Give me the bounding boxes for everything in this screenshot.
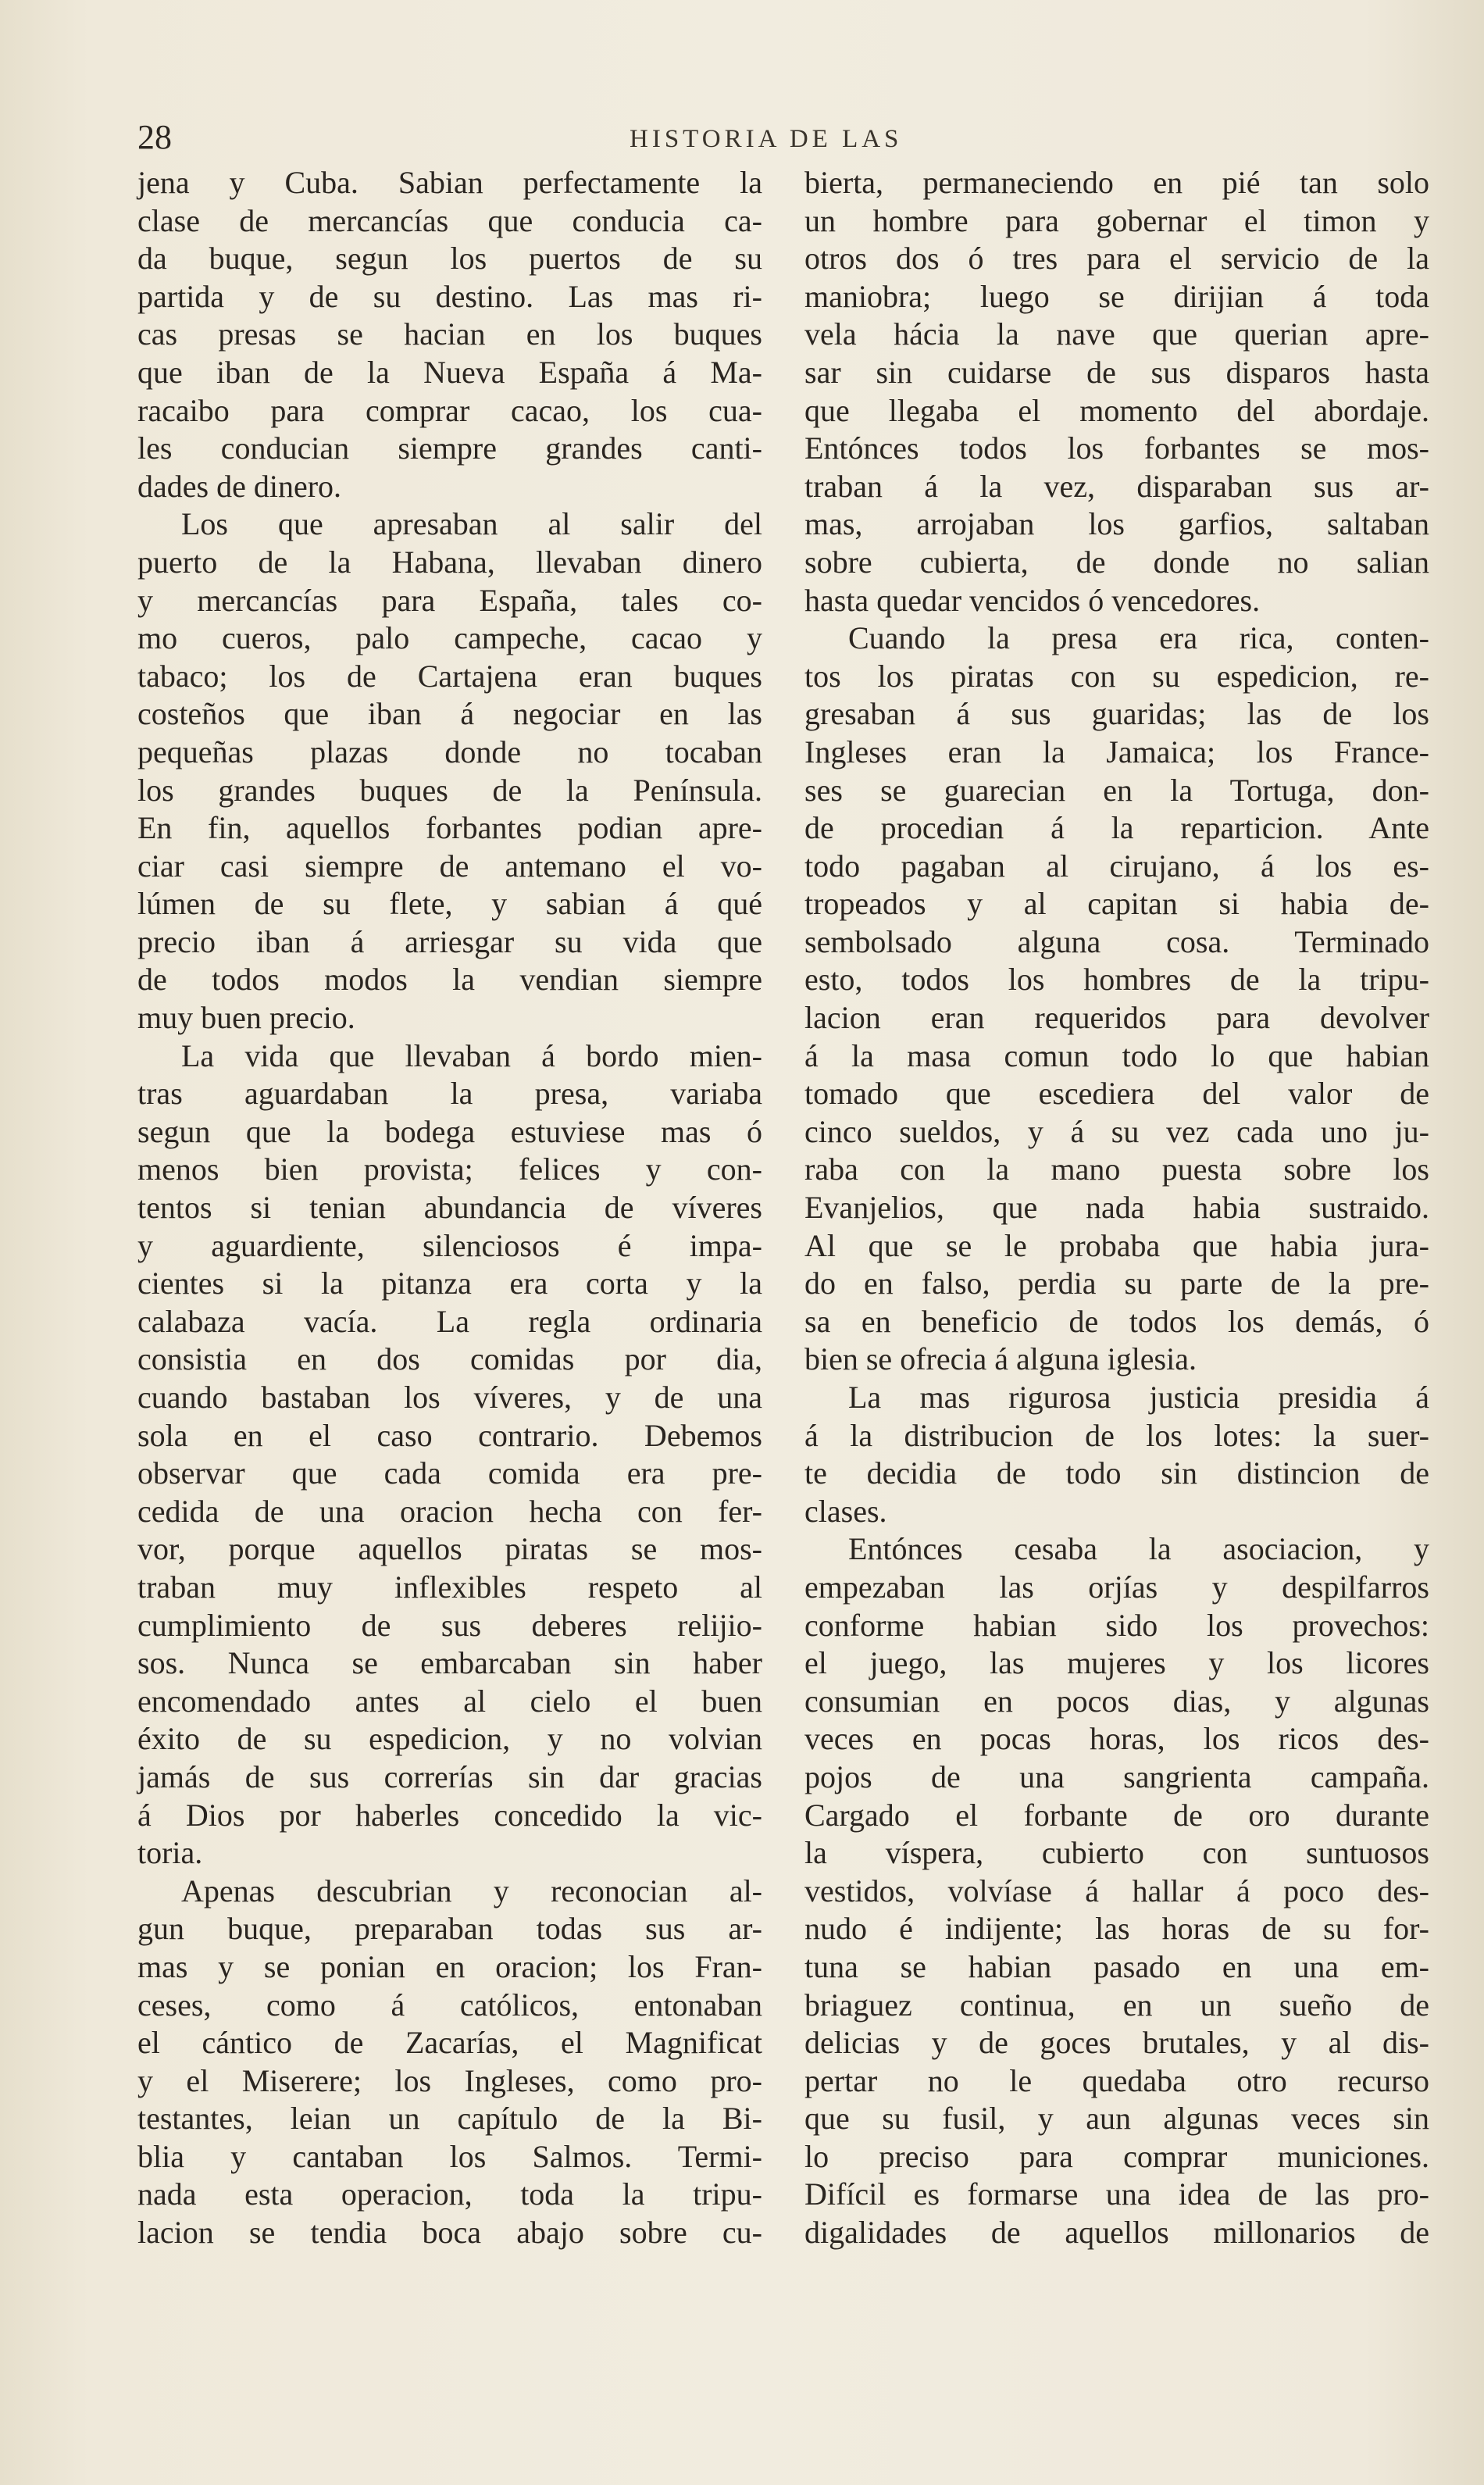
text-line: de procedian á la reparticion. Ante	[804, 810, 1429, 846]
text-line: nada esta operacion, toda la tripu-	[137, 2176, 762, 2212]
text-line: te decidia de todo sin distincion de	[804, 1455, 1429, 1491]
text-line: traban muy inflexibles respeto al	[137, 1569, 762, 1605]
text-line: á la distribucion de los lotes: la suer-	[804, 1417, 1429, 1453]
text-line: jena y Cuba. Sabian perfectamente la	[137, 165, 762, 200]
text-line: Cargado el forbante de oro durante	[804, 1797, 1429, 1833]
text-line: En fin, aquellos forbantes podian apre-	[137, 810, 762, 846]
text-line: tabaco; los de Cartajena eran buques	[137, 658, 762, 694]
text-line: briaguez continua, en un sueño de	[804, 1987, 1429, 2023]
page-header	[137, 117, 1437, 164]
text-line: tentos si tenian abundancia de víveres	[137, 1190, 762, 1226]
text-line: lo preciso para comprar municiones.	[804, 2138, 1429, 2174]
text-line: bierta, permaneciendo en pié tan solo	[804, 165, 1429, 200]
text-line: La mas rigurosa justicia presidia á	[848, 1380, 1429, 1415]
text-line: sar sin cuidarse de sus disparos hasta	[804, 354, 1429, 390]
text-line: consumian en pocos dias, y algunas	[804, 1683, 1429, 1719]
text-line: Entónces todos los forbantes se mos-	[804, 430, 1429, 466]
text-line: todo pagaban al cirujano, á los es-	[804, 848, 1429, 884]
text-line: La vida que llevaban á bordo mien-	[181, 1037, 762, 1073]
text-line: calabaza vacía. La regla ordinaria	[137, 1303, 762, 1339]
text-line: que llegaba el momento del abordaje.	[804, 392, 1429, 428]
text-line: observar que cada comida era pre-	[137, 1455, 762, 1491]
text-line: Entónces cesaba la asociacion, y	[848, 1531, 1429, 1567]
text-line: ceses, como á católicos, entonaban	[137, 1987, 762, 2023]
text-line: da buque, segun los puertos de su	[137, 241, 762, 277]
text-line: testantes, leian un capítulo de la Bi-	[137, 2101, 762, 2137]
text-line: veces en pocas horas, los ricos des-	[804, 1721, 1429, 1757]
text-line: costeños que iban á negociar en las	[137, 696, 762, 732]
text-line: racaibo para comprar cacao, los cua-	[137, 392, 762, 428]
text-line: Evanjelios, que nada habia sustraido.	[804, 1190, 1429, 1226]
text-line: tos los piratas con su espedicion, re-	[804, 658, 1429, 694]
text-line: mas y se ponian en oracion; los Fran-	[137, 1948, 762, 1984]
text-line: tras aguardaban la presa, variaba	[137, 1076, 762, 1112]
text-line: clase de mercancías que conducia ca-	[137, 202, 762, 238]
text-line: muy buen precio.	[137, 1000, 355, 1036]
text-line: gresaban á sus guaridas; las de los	[804, 696, 1429, 732]
text-line: hasta quedar vencidos ó vencedores.	[804, 582, 1261, 618]
text-line: el cántico de Zacarías, el Magnificat	[137, 2025, 762, 2061]
text-line: vor, porque aquellos piratas se mos-	[137, 1531, 762, 1567]
text-line: sobre cubierta, de donde no salian	[804, 544, 1429, 580]
text-line: mo cueros, palo campeche, cacao y	[137, 620, 762, 656]
text-line: esto, todos los hombres de la tripu-	[804, 962, 1429, 998]
text-line: la víspera, cubierto con suntuosos	[804, 1835, 1429, 1871]
text-line: bien se ofrecia á alguna iglesia.	[804, 1341, 1197, 1377]
text-column-left	[137, 164, 762, 2252]
text-line: pertar no le quedaba otro recurso	[804, 2062, 1429, 2098]
text-line: ciar casi siempre de antemano el vo-	[137, 848, 762, 884]
text-line: gun buque, preparaban todas sus ar-	[137, 1911, 762, 1947]
text-line: Apenas descubrian y reconocian al-	[181, 1873, 762, 1908]
text-line: cientes si la pitanza era corta y la	[137, 1266, 762, 1301]
text-line: raba con la mano puesta sobre los	[804, 1151, 1429, 1187]
text-line: sa en beneficio de todos los demás, ó	[804, 1303, 1429, 1339]
text-line: segun que la bodega estuviese mas ó	[137, 1113, 762, 1149]
text-line: clases.	[804, 1493, 887, 1529]
text-line: cumplimiento de sus deberes relijio-	[137, 1607, 762, 1643]
text-line: cuando bastaban los víveres, y de una	[137, 1380, 762, 1415]
text-line: Los que apresaban al salir del	[181, 506, 762, 542]
text-line: nudo é indijente; las horas de su for-	[804, 1911, 1429, 1947]
text-line: dades de dinero.	[137, 468, 342, 504]
text-line: conforme habian sido los provechos:	[804, 1607, 1429, 1643]
text-line: consistia en dos comidas por dia,	[137, 1341, 762, 1377]
text-line: y aguardiente, silenciosos é impa-	[137, 1227, 762, 1263]
text-line: lúmen de su flete, y sabian á qué	[137, 886, 762, 922]
text-line: éxito de su espedicion, y no volvian	[137, 1721, 762, 1757]
text-line: sola en el caso contrario. Debemos	[137, 1417, 762, 1453]
text-line: cas presas se hacian en los buques	[137, 316, 762, 352]
text-line: un hombre para gobernar el timon y	[804, 202, 1429, 238]
text-line: menos bien provista; felices y con-	[137, 1151, 762, 1187]
text-line: otros dos ó tres para el servicio de la	[804, 241, 1429, 277]
text-line: lacion eran requeridos para devolver	[804, 1000, 1429, 1036]
text-line: cedida de una oracion hecha con fer-	[137, 1493, 762, 1529]
text-line: el juego, las mujeres y los licores	[804, 1645, 1429, 1681]
text-line: Al que se le probaba que habia jura-	[804, 1227, 1429, 1263]
text-line: do en falso, perdia su parte de la pre-	[804, 1266, 1429, 1301]
text-line: tropeados y al capitan si habia de-	[804, 886, 1429, 922]
text-line: traban á la vez, disparaban sus ar-	[804, 468, 1429, 504]
text-line: empezaban las orjías y despilfarros	[804, 1569, 1429, 1605]
text-line: que iban de la Nueva España á Ma-	[137, 354, 762, 390]
text-line: sos. Nunca se embarcaban sin haber	[137, 1645, 762, 1681]
text-line: y el Miserere; los Ingleses, como pro-	[137, 2062, 762, 2098]
text-line: de todos modos la vendian siempre	[137, 962, 762, 998]
text-line: tuna se habian pasado en una em-	[804, 1948, 1429, 1984]
text-line: delicias y de goces brutales, y al dis-	[804, 2025, 1429, 2061]
text-line: Difícil es formarse una idea de las pro-	[804, 2176, 1429, 2212]
text-line: sembolsado alguna cosa. Terminado	[804, 923, 1429, 959]
text-line: encomendado antes al cielo el buen	[137, 1683, 762, 1719]
text-column-right	[804, 164, 1429, 2252]
text-line: puerto de la Habana, llevaban dinero	[137, 544, 762, 580]
text-line: lacion se tendia boca abajo sobre cu-	[137, 2215, 762, 2251]
text-line: que su fusil, y aun algunas veces sin	[804, 2101, 1429, 2137]
text-line: les conducian siempre grandes canti-	[137, 430, 762, 466]
text-line: pojos de una sangrienta campaña.	[804, 1758, 1429, 1794]
text-line: blia y cantaban los Salmos. Termi-	[137, 2138, 762, 2174]
text-line: y mercancías para España, tales co-	[137, 582, 762, 618]
text-line: vela hácia la nave que querian apre-	[804, 316, 1429, 352]
text-line: cinco sueldos, y á su vez cada uno ju-	[804, 1113, 1429, 1149]
text-line: tomado que escediera del valor de	[804, 1076, 1429, 1112]
text-line: jamás de sus correrías sin dar gracias	[137, 1758, 762, 1794]
text-line: pequeñas plazas donde no tocaban	[137, 734, 762, 769]
text-line: toria.	[137, 1835, 203, 1871]
running-head: HISTORIA DE LAS	[630, 125, 903, 153]
text-line: maniobra; luego se dirijian á toda	[804, 278, 1429, 314]
text-line: mas, arrojaban los garfios, saltaban	[804, 506, 1429, 542]
text-line: Cuando la presa era rica, conten-	[848, 620, 1429, 656]
text-line: digalidades de aquellos millonarios de	[804, 2215, 1429, 2251]
text-line: los grandes buques de la Península.	[137, 772, 762, 808]
text-line: precio iban á arriesgar su vida que	[137, 923, 762, 959]
text-line: á la masa comun todo lo que habian	[804, 1037, 1429, 1073]
page-number: 28	[137, 118, 172, 156]
text-line: ses se guarecian en la Tortuga, don-	[804, 772, 1429, 808]
text-line: vestidos, volvíase á hallar á poco des-	[804, 1873, 1429, 1908]
text-line: á Dios por haberles concedido la vic-	[137, 1797, 762, 1833]
text-line: partida y de su destino. Las mas ri-	[137, 278, 762, 314]
text-line: Ingleses eran la Jamaica; los France-	[804, 734, 1429, 769]
